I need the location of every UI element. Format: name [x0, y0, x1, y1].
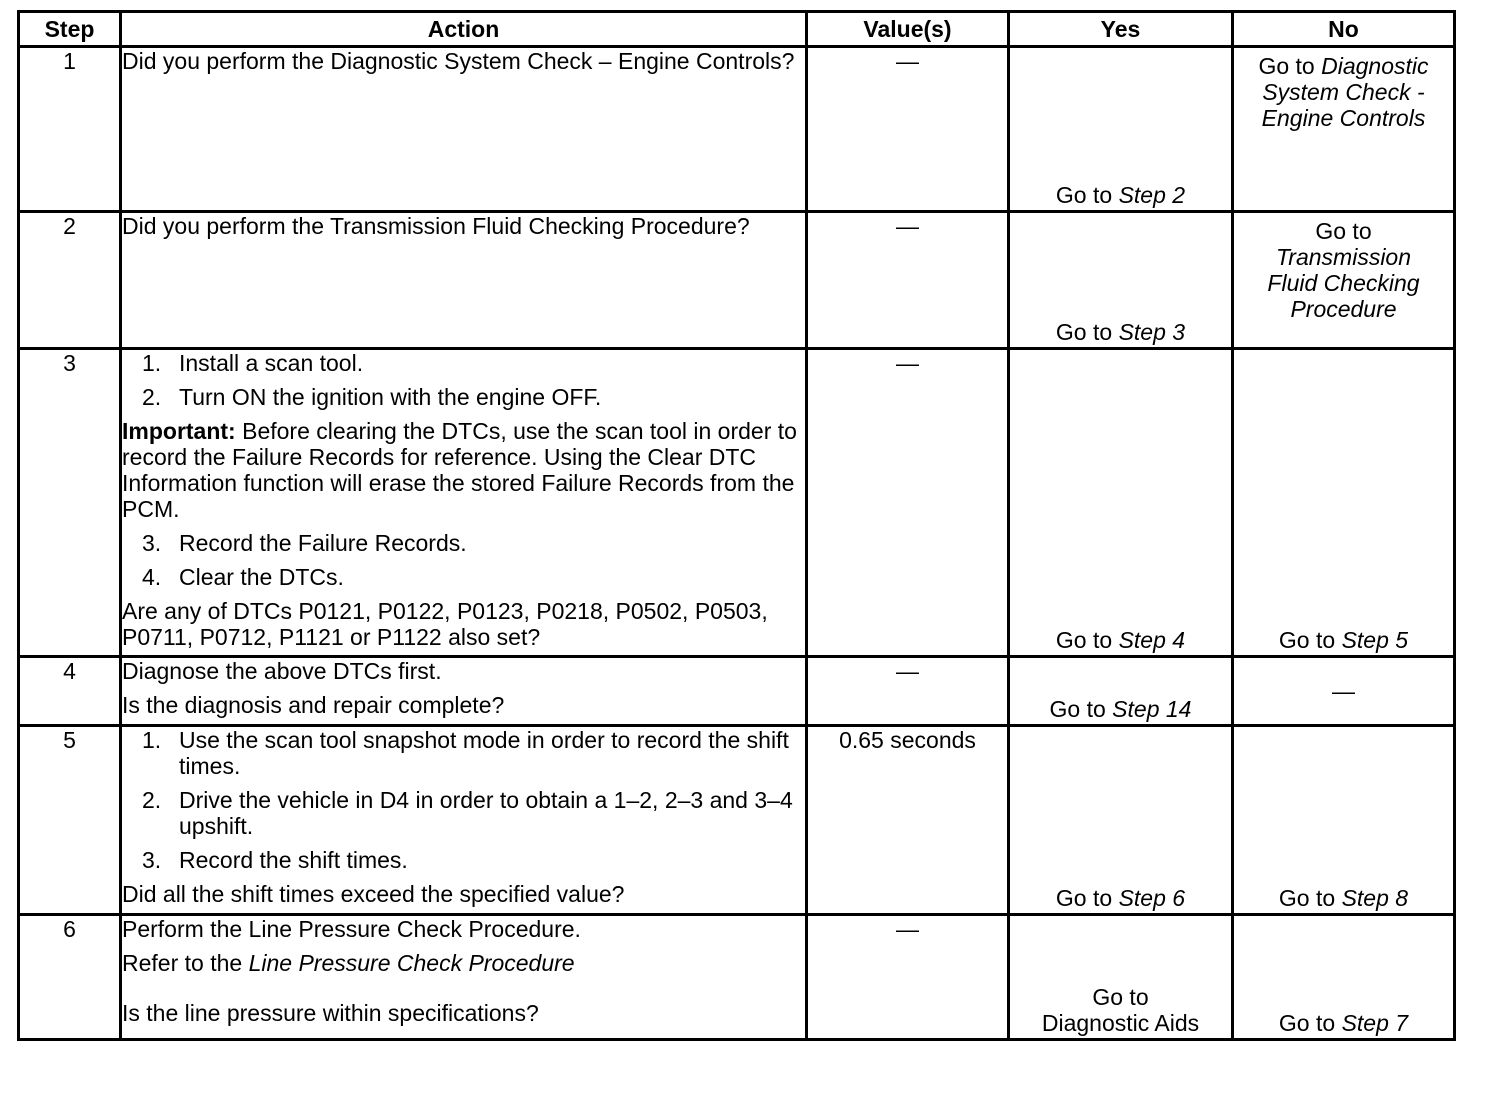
no-link[interactable]: Step 8: [1341, 885, 1409, 911]
no-cell: [1233, 349, 1455, 657]
value-cell: 0.65 seconds: [807, 726, 1009, 915]
no-link[interactable]: Step 7: [1341, 1010, 1409, 1036]
action-question: Is the diagnosis and repair complete?: [122, 692, 505, 718]
action-cell: [121, 726, 807, 915]
value-cell: —: [807, 47, 1009, 212]
step-number: 5: [19, 726, 121, 915]
list-item: 4. Clear the DTCs.: [142, 564, 344, 590]
procedure-list: [122, 530, 805, 590]
yes-link[interactable]: Step 3: [1118, 319, 1186, 345]
yes-cell: [1009, 349, 1233, 657]
yes-outcome[interactable]: [1010, 885, 1231, 911]
no-cell: [1233, 212, 1455, 349]
no-outcome[interactable]: [1234, 627, 1453, 653]
no-prefix: Go to: [1315, 218, 1372, 244]
list-item: 3. Record the Failure Records.: [142, 530, 467, 556]
table-row: [19, 212, 1455, 349]
no-prefix: Go to: [1278, 627, 1342, 653]
action-reference: Refer to the Line Pressure Check Procedure: [122, 950, 575, 976]
action-text: Perform the Line Pressure Check Procedure.: [122, 916, 581, 942]
step-number: 1: [19, 47, 121, 212]
yes-prefix: Go to: [1049, 696, 1113, 722]
yes-cell: [1009, 657, 1233, 726]
diagnostic-table: [17, 10, 1456, 1041]
header-action: Action: [121, 12, 807, 47]
value-cell: —: [807, 212, 1009, 349]
yes-cell: [1009, 47, 1233, 212]
value-cell: —: [807, 349, 1009, 657]
yes-outcome[interactable]: [1010, 984, 1231, 1036]
yes-cell: [1009, 726, 1233, 915]
header-row: [19, 12, 1455, 47]
action-text: Did you perform the Transmission Fluid Checking Procedure?: [122, 213, 750, 239]
no-cell: [1233, 47, 1455, 212]
yes-link[interactable]: Diagnostic Aids: [1041, 1010, 1200, 1036]
action-cell: [121, 47, 807, 212]
action-question: Is the line pressure within specifications?: [122, 1000, 539, 1026]
action-question: Did all the shift times exceed the specified value?: [122, 881, 625, 907]
yes-cell: [1009, 212, 1233, 349]
yes-prefix: Go to: [1092, 984, 1149, 1010]
action-text: Did you perform the Diagnostic System Check – Engine Controls?: [122, 48, 795, 74]
action-cell: [121, 915, 807, 1040]
reference-link[interactable]: Line Pressure Check Procedure: [248, 950, 575, 976]
no-outcome[interactable]: [1234, 218, 1453, 322]
no-outcome: —: [1332, 678, 1355, 704]
yes-outcome[interactable]: [1010, 319, 1231, 345]
procedure-list: [122, 727, 805, 873]
table-row: [19, 657, 1455, 726]
step-number: 6: [19, 915, 121, 1040]
no-prefix: Go to: [1278, 1010, 1342, 1036]
step-number: 4: [19, 657, 121, 726]
list-item: 2. Drive the vehicle in D4 in order to obtain a 1–2, 2–3 and 3–4 upshift.: [142, 787, 793, 839]
header-values: Value(s): [807, 12, 1009, 47]
yes-link[interactable]: Step 4: [1118, 627, 1186, 653]
header-yes: Yes: [1009, 12, 1233, 47]
list-item: 1. Use the scan tool snapshot mode in order to record the shift times.: [142, 727, 789, 779]
header-step: Step: [19, 12, 121, 47]
yes-outcome[interactable]: [1010, 182, 1231, 208]
no-outcome[interactable]: [1234, 53, 1453, 131]
no-cell: [1233, 657, 1455, 726]
value-cell: —: [807, 915, 1009, 1040]
action-question: Are any of DTCs P0121, P0122, P0123, P0218, P0502, P0503, P0711, P0712, P1121 or P1122 also set?: [122, 598, 768, 650]
yes-link[interactable]: Step 6: [1118, 885, 1186, 911]
action-cell: [121, 657, 807, 726]
yes-link[interactable]: Step 14: [1112, 696, 1192, 722]
step-number: 3: [19, 349, 121, 657]
table-row: [19, 915, 1455, 1040]
no-prefix: Go to: [1258, 53, 1322, 79]
yes-outcome[interactable]: [1010, 696, 1231, 722]
yes-cell: [1009, 915, 1233, 1040]
no-outcome[interactable]: [1234, 1010, 1453, 1036]
action-cell: [121, 212, 807, 349]
no-outcome[interactable]: [1234, 885, 1453, 911]
yes-prefix: Go to: [1055, 627, 1119, 653]
action-text: Diagnose the above DTCs first.: [122, 658, 442, 684]
no-link[interactable]: Diagnostic System Check - Engine Controls: [1261, 53, 1429, 131]
no-cell: [1233, 915, 1455, 1040]
list-item: 1. Install a scan tool.: [142, 350, 364, 376]
no-link[interactable]: Transmission Fluid Checking Procedure: [1267, 244, 1420, 322]
yes-outcome[interactable]: [1010, 627, 1231, 653]
table-row: [19, 349, 1455, 657]
value-cell: —: [807, 657, 1009, 726]
yes-prefix: Go to: [1055, 319, 1119, 345]
yes-prefix: Go to: [1055, 182, 1119, 208]
list-item: 3. Record the shift times.: [142, 847, 408, 873]
table-row: [19, 47, 1455, 212]
important-note: Important: Before clearing the DTCs, use the scan tool in order to record the Failure Records for reference. Using the Clear DTC Information function will erase the stored Failure Records from the PCM.: [122, 418, 797, 522]
action-cell: [121, 349, 807, 657]
procedure-list: [122, 350, 805, 410]
yes-link[interactable]: Step 2: [1118, 182, 1186, 208]
list-item: 2. Turn ON the ignition with the engine OFF.: [142, 384, 602, 410]
no-prefix: Go to: [1278, 885, 1342, 911]
step-number: 2: [19, 212, 121, 349]
header-no: No: [1233, 12, 1455, 47]
table-row: [19, 726, 1455, 915]
no-cell: [1233, 726, 1455, 915]
yes-prefix: Go to: [1055, 885, 1119, 911]
no-link[interactable]: Step 5: [1341, 627, 1409, 653]
